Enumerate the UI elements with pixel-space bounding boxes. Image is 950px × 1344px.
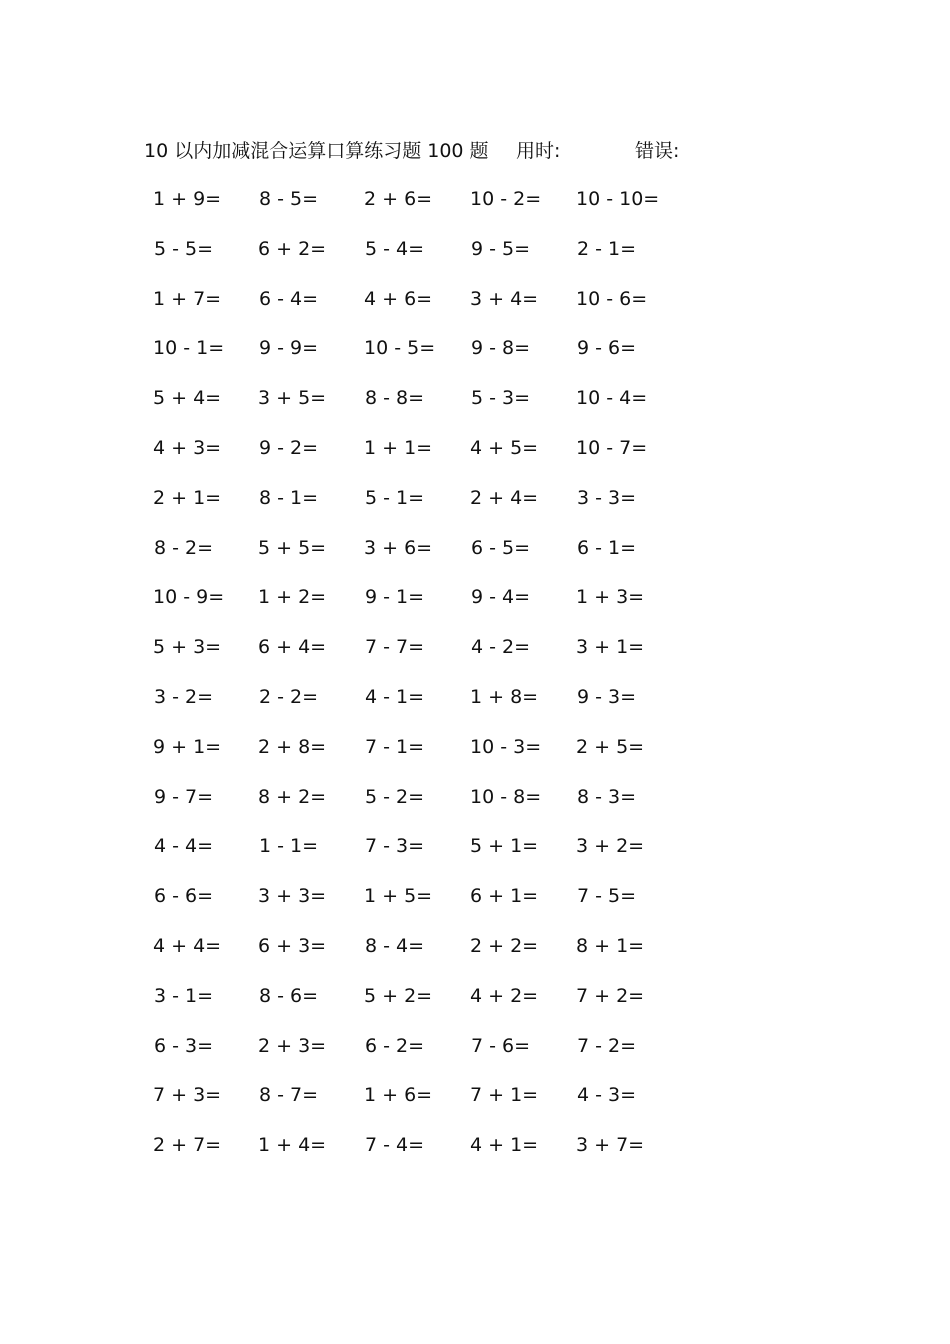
problem-row — [0, 732, 950, 762]
math-problem: 6 + 2= — [258, 237, 327, 260]
math-problem: 1 - 1= — [258, 835, 318, 858]
math-problem: 7 - 7= — [364, 636, 424, 659]
problem-row — [0, 383, 950, 413]
math-problem: 5 + 1= — [470, 835, 539, 858]
math-problem: 1 + 4= — [258, 1134, 327, 1157]
math-problem: 4 + 4= — [153, 935, 222, 957]
math-problem: 10 - 8= — [470, 785, 542, 808]
math-problem: 4 - 3= — [576, 1084, 636, 1107]
problem-row — [0, 682, 950, 712]
worksheet-title: 10 以内加减混合运算口算练习题 100 题 — [144, 140, 489, 162]
problem-row — [0, 782, 950, 812]
problem-row — [0, 632, 950, 662]
math-problem: 5 + 4= — [153, 387, 222, 410]
math-problem: 6 - 5= — [470, 536, 530, 559]
math-problem: 5 + 3= — [153, 636, 222, 659]
problem-row — [0, 333, 950, 363]
math-problem: 9 - 5= — [470, 237, 530, 260]
problem-row — [0, 1130, 950, 1160]
math-problem: 1 + 2= — [258, 586, 327, 609]
problem-row — [0, 1080, 950, 1110]
math-problem: 10 - 4= — [576, 387, 648, 410]
math-problem: 5 - 4= — [364, 237, 424, 260]
math-problem: 2 + 1= — [153, 486, 222, 509]
math-problem: 10 - 3= — [470, 735, 542, 758]
math-problem: 3 + 4= — [470, 287, 539, 310]
math-problem: 7 + 3= — [153, 1084, 222, 1107]
math-problem: 8 - 8= — [364, 387, 424, 410]
math-problem: 8 - 7= — [258, 1084, 318, 1107]
math-problem: 9 - 9= — [258, 337, 318, 360]
math-problem: 3 + 5= — [258, 387, 327, 410]
math-problem: 10 - 1= — [153, 337, 225, 360]
math-problem: 9 - 1= — [364, 586, 424, 609]
math-problem: 3 - 3= — [576, 486, 636, 509]
math-problem: 3 + 2= — [576, 835, 645, 858]
problem-row — [0, 234, 950, 264]
math-problem: 3 - 1= — [153, 984, 213, 1007]
math-problem: 4 + 6= — [364, 287, 433, 310]
math-problem: 3 + 7= — [576, 1134, 645, 1157]
problem-row — [0, 433, 950, 463]
math-problem: 8 + 2= — [258, 785, 327, 808]
math-problem: 2 + 2= — [470, 935, 539, 957]
math-problem: 7 - 5= — [576, 885, 636, 908]
math-problem: 5 + 2= — [364, 984, 433, 1007]
problem-row — [0, 533, 950, 563]
math-problem: 5 - 2= — [364, 785, 424, 808]
math-problem: 1 + 9= — [153, 188, 222, 210]
math-problem: 2 + 3= — [258, 1034, 327, 1057]
math-problem: 2 + 6= — [364, 188, 433, 210]
math-problem: 6 - 2= — [364, 1034, 424, 1057]
math-problem: 5 + 5= — [258, 536, 327, 559]
math-problem: 1 + 6= — [364, 1084, 433, 1107]
problem-row — [0, 1031, 950, 1061]
math-problem: 3 + 3= — [258, 885, 327, 908]
math-problem: 9 - 8= — [470, 337, 530, 360]
math-problem: 6 - 1= — [576, 536, 636, 559]
math-problem: 8 - 5= — [258, 188, 318, 210]
math-problem: 3 + 6= — [364, 536, 433, 559]
math-problem: 2 + 8= — [258, 735, 327, 758]
problem-row — [0, 483, 950, 513]
math-problem: 1 + 7= — [153, 287, 222, 310]
problem-row — [0, 831, 950, 861]
math-problem: 9 - 4= — [470, 586, 530, 609]
math-problem: 4 + 5= — [470, 437, 539, 459]
math-problem: 6 - 6= — [153, 885, 213, 908]
problem-row — [0, 981, 950, 1011]
math-problem: 5 - 1= — [364, 486, 424, 509]
math-problem: 6 - 3= — [153, 1034, 213, 1057]
math-problem: 9 - 2= — [258, 437, 318, 459]
math-problem: 10 - 5= — [364, 337, 436, 360]
math-problem: 5 - 5= — [153, 237, 213, 260]
math-problem: 9 - 3= — [576, 686, 636, 708]
math-problem: 1 + 8= — [470, 686, 539, 708]
math-problem: 1 + 5= — [364, 885, 433, 908]
math-problem: 5 - 3= — [470, 387, 530, 410]
math-problem: 2 + 4= — [470, 486, 539, 509]
math-problem: 8 - 2= — [153, 536, 213, 559]
problem-row — [0, 931, 950, 961]
math-problem: 1 + 3= — [576, 586, 645, 609]
math-problem: 1 + 1= — [364, 437, 433, 459]
math-problem: 7 + 1= — [470, 1084, 539, 1107]
math-problem: 2 - 2= — [258, 686, 318, 708]
math-problem: 6 - 4= — [258, 287, 318, 310]
math-problem: 9 + 1= — [153, 735, 222, 758]
math-problem: 6 + 3= — [258, 935, 327, 957]
math-problem: 8 - 4= — [364, 935, 424, 957]
math-problem: 8 - 1= — [258, 486, 318, 509]
math-problem: 10 - 7= — [576, 437, 648, 459]
math-problem: 7 + 2= — [576, 984, 645, 1007]
math-problem: 7 - 3= — [364, 835, 424, 858]
problem-row — [0, 582, 950, 612]
math-problem: 2 + 7= — [153, 1134, 222, 1157]
math-problem: 7 - 6= — [470, 1034, 530, 1057]
math-problem: 6 + 1= — [470, 885, 539, 908]
math-problem: 8 - 6= — [258, 984, 318, 1007]
math-problem: 2 - 1= — [576, 237, 636, 260]
problem-row — [0, 284, 950, 314]
math-problem: 9 - 6= — [576, 337, 636, 360]
math-problem: 3 + 1= — [576, 636, 645, 659]
math-problem: 4 + 2= — [470, 984, 539, 1007]
math-problem: 10 - 6= — [576, 287, 648, 310]
time-used-label: 用时: — [516, 140, 561, 162]
math-problem: 10 - 10= — [576, 188, 660, 210]
problem-row — [0, 184, 950, 214]
math-problem: 4 + 1= — [470, 1134, 539, 1157]
math-problem: 9 - 7= — [153, 785, 213, 808]
math-problem: 7 - 2= — [576, 1034, 636, 1057]
math-problem: 4 - 4= — [153, 835, 213, 858]
math-problem: 8 - 3= — [576, 785, 636, 808]
math-problem: 10 - 2= — [470, 188, 542, 210]
math-problem: 4 - 1= — [364, 686, 424, 708]
math-problem: 10 - 9= — [153, 586, 225, 609]
errors-label: 错误: — [635, 140, 680, 162]
math-problem: 2 + 5= — [576, 735, 645, 758]
math-problem: 3 - 2= — [153, 686, 213, 708]
math-problem: 7 - 4= — [364, 1134, 424, 1157]
math-problem: 7 - 1= — [364, 735, 424, 758]
math-problem: 4 + 3= — [153, 437, 222, 459]
math-problem: 8 + 1= — [576, 935, 645, 957]
math-problem: 6 + 4= — [258, 636, 327, 659]
problem-row — [0, 881, 950, 911]
math-problem: 4 - 2= — [470, 636, 530, 659]
